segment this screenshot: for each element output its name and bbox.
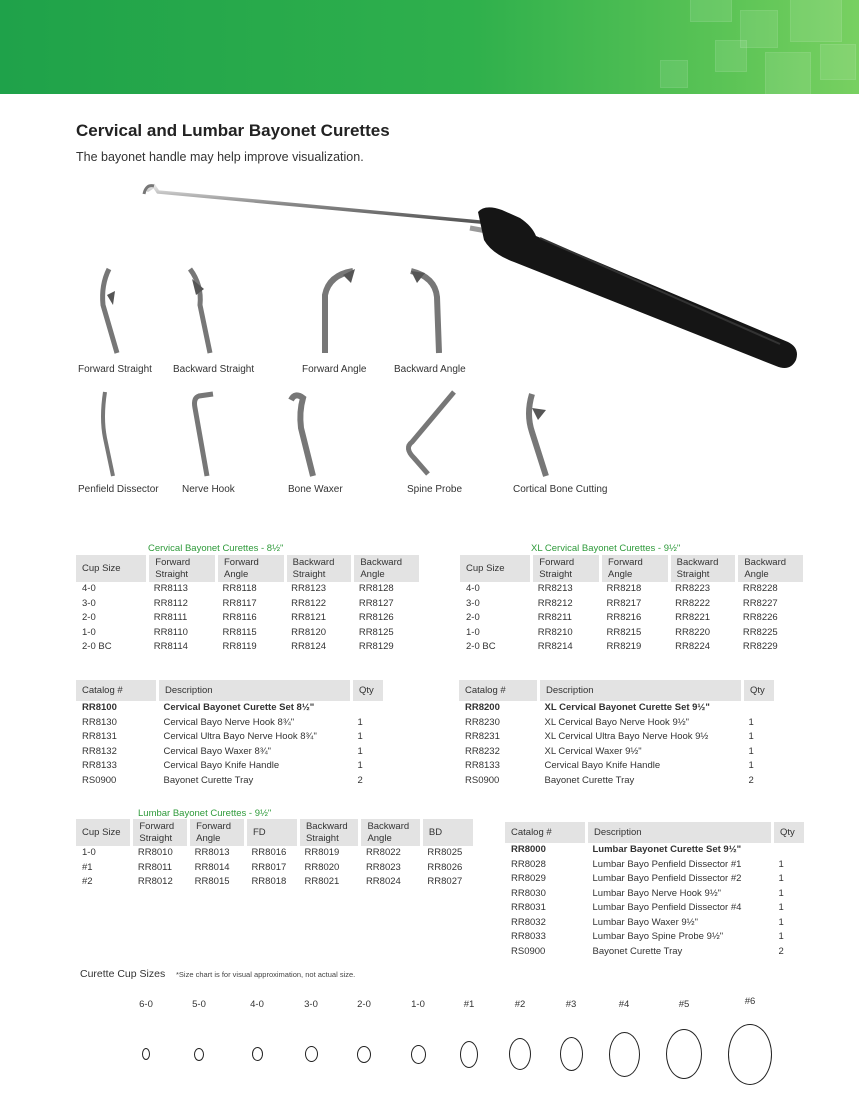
table-cell: RR8223 bbox=[675, 583, 711, 594]
column-header: Backward Straight bbox=[298, 819, 359, 846]
table-cell: 1-0 bbox=[82, 847, 96, 858]
table-cell: RR8021 bbox=[304, 876, 340, 887]
column-header: BD bbox=[421, 819, 474, 846]
table-cell: 3-0 bbox=[82, 597, 96, 609]
tip-caption-forward-straight: Forward Straight bbox=[78, 364, 152, 375]
table-cell: 1 bbox=[357, 731, 363, 742]
table-cell: 1-0 bbox=[466, 626, 480, 638]
table-cell: RR8213 bbox=[537, 583, 573, 594]
table-cell: Cervical Ultra Bayo Nerve Hook 8¾" bbox=[163, 731, 317, 742]
table-row bbox=[76, 759, 385, 774]
table-cell: Cervical Bayo Knife Handle bbox=[544, 760, 661, 771]
table-cell: 4-0 bbox=[466, 583, 480, 594]
table-row bbox=[460, 611, 805, 626]
column-header: Catalog # bbox=[76, 680, 158, 701]
column-header: Backward Straight bbox=[285, 555, 353, 582]
table-cell: 1 bbox=[778, 858, 784, 870]
lumbar-table-body bbox=[76, 846, 475, 890]
table-cell: RR8028 bbox=[511, 858, 546, 870]
table-cell: RR8118 bbox=[222, 583, 257, 594]
table-row bbox=[460, 626, 805, 641]
table-cell: RR8122 bbox=[291, 597, 327, 609]
cup-size-label: #6 bbox=[744, 996, 756, 1007]
table-cell: RR8112 bbox=[153, 597, 188, 609]
lumbar-catalog-table bbox=[505, 822, 807, 959]
table-row bbox=[460, 582, 805, 597]
table-row bbox=[76, 582, 421, 597]
table-row bbox=[459, 716, 776, 731]
table-cell: RR8111 bbox=[153, 612, 188, 623]
table-cell: RR8110 bbox=[153, 626, 188, 638]
table-cell: 1 bbox=[748, 716, 754, 728]
table-row bbox=[76, 597, 421, 612]
table-cell: RR8130 bbox=[82, 716, 117, 728]
xl-table-caption: XL Cervical Bayonet Curettes - 9½" bbox=[531, 543, 681, 554]
table-cell: RR8225 bbox=[742, 626, 778, 638]
table-cell: RR8025 bbox=[427, 847, 463, 858]
table-cell: 1 bbox=[748, 760, 754, 771]
table-cell: RR8229 bbox=[742, 641, 778, 652]
column-header: Forward Angle bbox=[189, 819, 246, 846]
cup-size-outline bbox=[194, 1048, 204, 1061]
column-header: Description bbox=[158, 680, 352, 701]
table-row bbox=[505, 843, 806, 858]
table-cell: RR8214 bbox=[537, 641, 573, 652]
table-row bbox=[76, 611, 421, 626]
cup-size-outline bbox=[252, 1047, 263, 1061]
table-cell: 2-0 BC bbox=[466, 641, 496, 652]
table-cell: RR8033 bbox=[511, 931, 546, 942]
table-cell: Cervical Bayo Waxer 8¾" bbox=[163, 745, 272, 757]
table-cell: XL Cervical Bayonet Curette Set 9½" bbox=[544, 702, 710, 713]
cup-size-label: 5-0 bbox=[192, 999, 206, 1010]
tip-caption-cortical-bone-cutting: Cortical Bone Cutting bbox=[513, 484, 608, 495]
table-cell: 1 bbox=[748, 731, 754, 742]
header-banner bbox=[0, 0, 859, 94]
column-header: Backward Angle bbox=[737, 555, 805, 582]
tip-caption-bone-waxer: Bone Waxer bbox=[288, 484, 343, 495]
table-cell: Lumbar Bayo Nerve Hook 9½" bbox=[592, 887, 722, 899]
page-subtitle: The bayonet handle may help improve visualization. bbox=[76, 150, 364, 164]
table-cell: 4-0 bbox=[82, 583, 96, 594]
table-cell: RR8124 bbox=[291, 641, 327, 652]
cup-size-outline bbox=[305, 1046, 318, 1062]
table-cell: Lumbar Bayonet Curette Set 9½" bbox=[592, 844, 742, 855]
table-row bbox=[76, 730, 385, 745]
column-header: Backward Angle bbox=[353, 555, 421, 582]
table-cell: RR8114 bbox=[153, 641, 188, 652]
table-cell: RR8011 bbox=[137, 861, 173, 873]
table-cell: RR8031 bbox=[511, 902, 546, 913]
cortical-bone-cutting-tip-image bbox=[520, 388, 560, 478]
column-header: Forward Straight bbox=[532, 555, 601, 582]
table-cell: 1 bbox=[357, 760, 363, 771]
table-cell: RR8125 bbox=[358, 626, 394, 638]
table-cell: RR8128 bbox=[358, 583, 394, 594]
forward-straight-tip-image bbox=[95, 265, 135, 355]
table-cell: RR8016 bbox=[251, 847, 287, 858]
table-row bbox=[505, 872, 806, 887]
table-cell: Lumbar Bayo Penfield Dissector #2 bbox=[592, 873, 742, 884]
table-cell: RS0900 bbox=[465, 774, 500, 786]
column-header: Description bbox=[539, 680, 743, 701]
xl-catalog-body bbox=[459, 701, 776, 788]
table-cell: RR8217 bbox=[606, 597, 642, 609]
table-cell: RR8119 bbox=[222, 641, 257, 652]
table-cell: RR8232 bbox=[465, 745, 500, 757]
table-row bbox=[76, 846, 475, 861]
table-cell: RR8215 bbox=[606, 626, 642, 638]
xl-cervical-table-body bbox=[460, 582, 805, 655]
column-header: Qty bbox=[773, 822, 806, 843]
table-row bbox=[459, 774, 776, 789]
cervical-table-caption: Cervical Bayonet Curettes - 8½" bbox=[148, 543, 284, 554]
column-header: FD bbox=[245, 819, 298, 846]
table-cell: RR8231 bbox=[465, 731, 500, 742]
table-cell: RR8127 bbox=[358, 597, 394, 609]
table-cell: RR8129 bbox=[358, 641, 394, 652]
table-cell: RS0900 bbox=[511, 945, 546, 957]
table-cell: RS0900 bbox=[82, 774, 117, 786]
table-cell: RR8013 bbox=[194, 847, 230, 858]
cup-size-label: #3 bbox=[565, 999, 577, 1010]
xl-catalog-table bbox=[459, 680, 777, 788]
table-cell: RR8100 bbox=[82, 702, 117, 713]
bayonet-curette-image bbox=[140, 180, 805, 380]
cup-size-label: #2 bbox=[514, 999, 526, 1010]
cup-size-label: #5 bbox=[678, 999, 690, 1010]
table-cell: RR8015 bbox=[194, 876, 230, 887]
spine-probe-tip-image bbox=[400, 388, 460, 478]
table-row bbox=[505, 945, 806, 960]
table-cell: RR8224 bbox=[675, 641, 711, 652]
table-cell: RR8219 bbox=[606, 641, 642, 652]
table-row bbox=[459, 701, 776, 716]
table-cell: Bayonet Curette Tray bbox=[592, 945, 683, 957]
table-cell: RR8133 bbox=[82, 760, 117, 771]
table-row bbox=[505, 901, 806, 916]
table-cell: RR8230 bbox=[465, 716, 500, 728]
column-header: Description bbox=[587, 822, 773, 843]
tip-caption-forward-angle: Forward Angle bbox=[302, 364, 367, 375]
table-cell: 2 bbox=[748, 774, 754, 786]
table-cell: RR8211 bbox=[537, 612, 572, 623]
table-cell: RR8212 bbox=[537, 597, 573, 609]
table-cell: RR8024 bbox=[365, 876, 401, 887]
table-cell: 2 bbox=[778, 945, 784, 957]
table-cell: Bayonet Curette Tray bbox=[163, 774, 254, 786]
table-row bbox=[76, 861, 475, 876]
table-cell: Cervical Bayonet Curette Set 8½" bbox=[163, 702, 315, 713]
table-row bbox=[459, 730, 776, 745]
table-cell: 2 bbox=[357, 774, 363, 786]
cup-size-outline bbox=[728, 1024, 772, 1085]
table-cell bbox=[743, 701, 776, 716]
table-row bbox=[505, 930, 806, 945]
cervical-table-body bbox=[76, 582, 421, 655]
cup-size-outline bbox=[142, 1048, 150, 1060]
table-row bbox=[505, 916, 806, 931]
table-cell: RR8126 bbox=[358, 612, 394, 623]
column-header: Qty bbox=[352, 680, 385, 701]
table-cell: RR8222 bbox=[675, 597, 711, 609]
table-cell: 2-0 bbox=[466, 612, 480, 623]
cup-size-outline bbox=[411, 1045, 426, 1064]
backward-straight-tip-image bbox=[180, 265, 220, 355]
cervical-catalog-body bbox=[76, 701, 385, 788]
table-row bbox=[505, 887, 806, 902]
column-header: Cup Size bbox=[76, 819, 132, 846]
table-cell: Lumbar Bayo Penfield Dissector #4 bbox=[592, 902, 742, 913]
table-row bbox=[76, 626, 421, 641]
cervical-catalog-table bbox=[76, 680, 386, 788]
table-cell: RR8123 bbox=[291, 583, 327, 594]
cup-size-outline bbox=[357, 1046, 371, 1063]
table-cell: RR8032 bbox=[511, 916, 546, 928]
table-cell: 1-0 bbox=[82, 626, 96, 638]
table-row bbox=[76, 745, 385, 760]
table-cell: Lumbar Bayo Spine Probe 9½" bbox=[592, 931, 724, 942]
table-row bbox=[459, 745, 776, 760]
table-row bbox=[76, 640, 421, 655]
cup-size-label: 4-0 bbox=[250, 999, 264, 1010]
column-header: Catalog # bbox=[459, 680, 539, 701]
table-cell: 1 bbox=[778, 931, 784, 942]
table-cell: 1 bbox=[778, 873, 784, 884]
tip-caption-spine-probe: Spine Probe bbox=[407, 484, 463, 495]
table-cell: 1 bbox=[357, 745, 363, 757]
table-cell bbox=[352, 701, 385, 716]
table-row bbox=[76, 701, 385, 716]
table-cell: 2-0 BC bbox=[82, 641, 112, 652]
table-cell: RR8027 bbox=[427, 876, 463, 887]
column-header: Forward Angle bbox=[216, 555, 285, 582]
table-cell: XL Cervical Ultra Bayo Nerve Hook 9½ bbox=[544, 731, 709, 742]
table-cell: RR8023 bbox=[365, 861, 401, 873]
table-cell: RR8226 bbox=[742, 612, 778, 623]
table-row bbox=[460, 640, 805, 655]
table-cell: #2 bbox=[82, 876, 93, 887]
table-cell: RR8018 bbox=[251, 876, 287, 887]
table-cell: RR8116 bbox=[222, 612, 257, 623]
table-cell: RR8030 bbox=[511, 887, 546, 899]
cup-size-label: 6-0 bbox=[139, 999, 153, 1010]
table-cell: RR8113 bbox=[153, 583, 188, 594]
table-row bbox=[76, 875, 475, 890]
table-cell: RR8012 bbox=[137, 876, 173, 887]
table-row bbox=[76, 774, 385, 789]
tip-caption-backward-angle: Backward Angle bbox=[394, 364, 466, 375]
table-cell: RR8000 bbox=[511, 844, 546, 855]
table-cell: RR8131 bbox=[82, 731, 117, 742]
backward-angle-tip-image bbox=[405, 265, 450, 355]
cup-size-label: 3-0 bbox=[304, 999, 318, 1010]
column-header: Forward Straight bbox=[148, 555, 217, 582]
cup-sizes-heading: Curette Cup Sizes bbox=[80, 968, 166, 980]
table-cell: Lumbar Bayo Waxer 9½" bbox=[592, 916, 698, 928]
table-cell: Bayonet Curette Tray bbox=[544, 774, 635, 786]
table-cell: RR8026 bbox=[427, 861, 463, 873]
table-row bbox=[505, 858, 806, 873]
table-cell: RR8218 bbox=[606, 583, 642, 594]
column-header: Catalog # bbox=[505, 822, 587, 843]
forward-angle-tip-image bbox=[315, 265, 360, 355]
table-cell: RR8210 bbox=[537, 626, 573, 638]
table-cell: RR8133 bbox=[465, 760, 500, 771]
cup-size-outline bbox=[460, 1041, 478, 1068]
column-header: Backward Straight bbox=[669, 555, 737, 582]
table-cell: 1 bbox=[748, 745, 754, 757]
cup-size-label: #1 bbox=[463, 999, 475, 1010]
tip-caption-nerve-hook: Nerve Hook bbox=[182, 484, 235, 495]
table-cell: RR8029 bbox=[511, 873, 546, 884]
table-cell: RR8120 bbox=[291, 626, 327, 638]
table-cell: RR8017 bbox=[251, 861, 287, 873]
tip-caption-penfield-dissector: Penfield Dissector bbox=[78, 484, 159, 495]
cup-size-outline bbox=[509, 1038, 531, 1070]
table-cell: RR8132 bbox=[82, 745, 117, 757]
lumbar-table-caption: Lumbar Bayonet Curettes - 9½" bbox=[138, 808, 272, 819]
column-header: Cup Size bbox=[460, 555, 532, 582]
column-header: Forward Straight bbox=[132, 819, 189, 846]
table-cell: RR8220 bbox=[675, 626, 711, 638]
cup-size-outline bbox=[560, 1037, 583, 1071]
cup-size-outline bbox=[666, 1029, 702, 1079]
table-cell: Cervical Bayo Knife Handle bbox=[163, 760, 280, 771]
table-row bbox=[76, 716, 385, 731]
column-header: Cup Size bbox=[76, 555, 148, 582]
table-cell: RR8022 bbox=[365, 847, 401, 858]
table-cell bbox=[773, 843, 806, 858]
table-cell: XL Cervical Bayo Nerve Hook 9½" bbox=[544, 716, 690, 728]
table-cell: RR8221 bbox=[675, 612, 711, 623]
tip-caption-backward-straight: Backward Straight bbox=[173, 364, 255, 375]
table-cell: Lumbar Bayo Penfield Dissector #1 bbox=[592, 858, 742, 870]
table-cell: Cervical Bayo Nerve Hook 8¾" bbox=[163, 716, 295, 728]
table-cell: RR8010 bbox=[137, 847, 173, 858]
cervical-table bbox=[76, 555, 422, 655]
cup-size-label: 1-0 bbox=[411, 999, 425, 1010]
cup-size-outline bbox=[609, 1032, 640, 1077]
bone-waxer-tip-image bbox=[285, 388, 325, 478]
lumbar-catalog-body bbox=[505, 843, 806, 959]
lumbar-table bbox=[76, 819, 476, 890]
table-cell: RR8115 bbox=[222, 626, 257, 638]
table-cell: RR8019 bbox=[304, 847, 340, 858]
table-row bbox=[460, 597, 805, 612]
table-cell: RR8117 bbox=[222, 597, 257, 609]
table-cell: 2-0 bbox=[82, 612, 96, 623]
column-header: Qty bbox=[743, 680, 776, 701]
table-cell: 1 bbox=[778, 902, 784, 913]
table-cell: RR8227 bbox=[742, 597, 778, 609]
table-cell: 1 bbox=[357, 716, 363, 728]
cup-sizes-note: *Size chart is for visual approximation, not actual size. bbox=[176, 970, 356, 979]
nerve-hook-tip-image bbox=[185, 388, 225, 478]
table-row bbox=[459, 759, 776, 774]
table-cell: RR8014 bbox=[194, 861, 230, 873]
table-cell: RR8121 bbox=[291, 612, 327, 623]
cup-size-label: 2-0 bbox=[357, 999, 371, 1010]
table-cell: #1 bbox=[82, 861, 93, 873]
penfield-dissector-tip-image bbox=[95, 388, 125, 478]
xl-cervical-table bbox=[460, 555, 806, 655]
page-title: Cervical and Lumbar Bayonet Curettes bbox=[76, 121, 390, 140]
table-cell: RR8228 bbox=[742, 583, 778, 594]
table-cell: XL Cervical Waxer 9½" bbox=[544, 745, 642, 757]
column-header: Backward Angle bbox=[360, 819, 421, 846]
table-cell: 1 bbox=[778, 916, 784, 928]
table-cell: RR8216 bbox=[606, 612, 642, 623]
column-header: Forward Angle bbox=[600, 555, 669, 582]
table-cell: RR8020 bbox=[304, 861, 340, 873]
table-cell: 1 bbox=[778, 887, 784, 899]
cup-size-label: #4 bbox=[618, 999, 630, 1010]
table-cell: RR8200 bbox=[465, 702, 500, 713]
table-cell: 3-0 bbox=[466, 597, 480, 609]
